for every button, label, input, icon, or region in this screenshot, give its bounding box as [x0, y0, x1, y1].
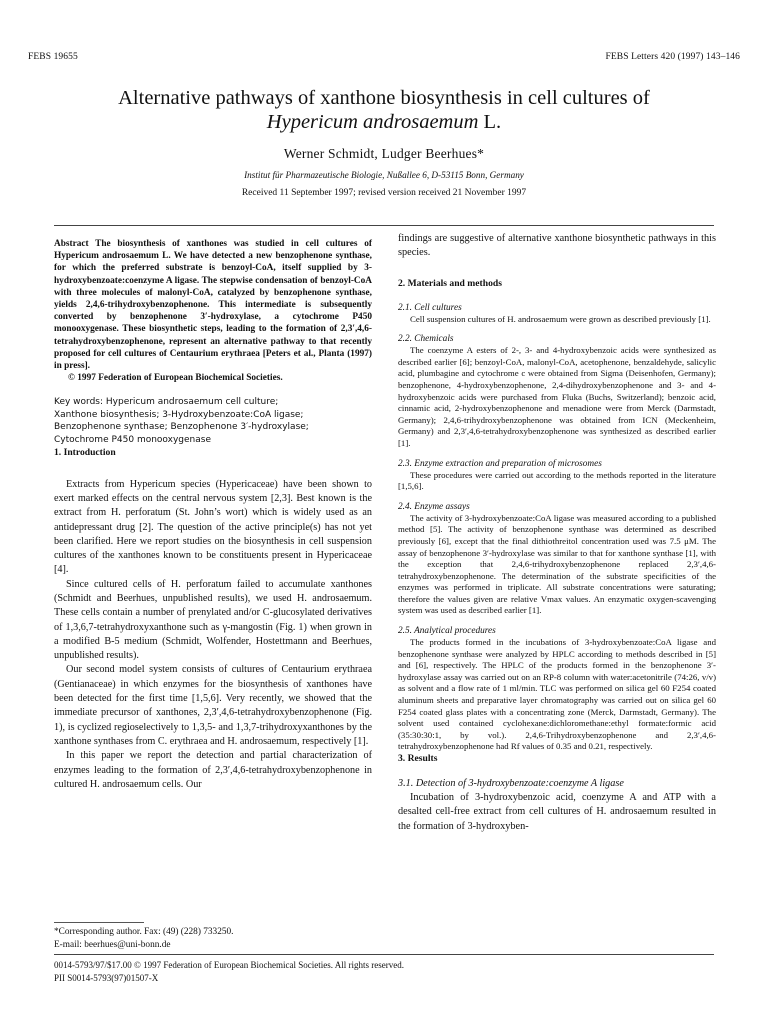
intro-paragraph-2: Since cultured cells of H. perforatum failed to accumulate xanthones (Schmidt and Beerhues, unpublished results), we used H. androsaemum. These cells contain a number of prenylated and/or C-glucosylated derivatives of 1,3,6,7-tetrahydroxyxanthone such as γ-mangostin (Fig. 1) when grown in a modified B-5 medium (Schmidt, Wolfender, Hostettmann and Beerhues, unpublished results).	[54, 578, 372, 662]
journal-citation: FEBS Letters 420 (1997) 143–146	[605, 52, 740, 62]
section-2-2-heading: 2.2. Chemicals	[398, 334, 454, 345]
keywords: Key words: Hypericum androsaemum cell culture; Xanthone biosynthesis; 3-Hydroxybenzoate:CoA ligase; Benzophenone synthase; Benzophenone 3′-hydroxylase; Cytochrome P450 monooxygenase	[54, 397, 309, 446]
intro-continuation: findings are suggestive of alternative xanthone biosynthetic pathways in this species.	[398, 233, 716, 259]
section-2-1-heading: 2.1. Cell cultures	[398, 302, 462, 313]
section-2-2-body: The coenzyme A esters of 2-, 3- and 4-hydroxybenzoic acids were synthesized as described earlier [6]; benzoyl-CoA, malonyl-CoA, acetophenone, benzaldehyde, salicylic acid, plumbagine and cytochrome c were obtained from Sigma (Deisenhofen, Germany); benzophenone, 4-hydroxybenzophenone, 2,4-dihydroxybenzophenone and 3- and 4-hydroxybenzoic acids were purchased from Fluka (Buchs, Switzerland); benzoic acid, cinnamic acid, 2-hydroxybenzophenone and menadione were from Merck (Darmstadt, Germany); 2,4,6-trihydroxybenzophenone was obtained from ICN (Meckenheim, Germany) and 2,3′,4,6-tetrahydroxybenzophenone was synthesized as described earlier [1].	[398, 345, 716, 448]
section-2-1-body: Cell suspension cultures of H. androsaemum were grown as described previously [1].	[410, 313, 711, 324]
section-2-4-heading: 2.4. Enzyme assays	[398, 501, 470, 512]
section-2-3-heading: 2.3. Enzyme extraction and preparation of microsomes	[398, 458, 602, 469]
results-heading: 3. Results	[398, 753, 438, 764]
journal-code: FEBS 19655	[28, 52, 78, 62]
right-column	[398, 232, 716, 834]
introduction-body	[54, 478, 372, 793]
section-3-1-body: Incubation of 3-hydroxybenzoic acid, coenzyme A and ATP with a desalted cell-free extract from cell cultures of H. androsaemum resulted in the formation of 3-hydroxyben-	[398, 792, 716, 832]
author-email[interactable]: E-mail: beerhues@uni-bonn.de	[54, 940, 171, 950]
footnote-divider	[54, 922, 144, 923]
section-2-5-body: The products formed in the incubations of 3-hydroxybenzoate:CoA ligase and benzophenone synthase were analyzed by HPLC according to methods described in [5] and [6], respectively. The HPLC of the products formed in the benzophenone 3′-hydroxylase assay was carried out on an RP-8 column with water:acetonitrile (74:26, v/v) as solvent and a flow rate of 1 ml/min. TLC was performed on silica gel 60 F254 coated aluminum sheets and preparative layer chromatography was carried out on silica gel 60 F254 coated glass plates with a concentrating zone (Merck, Darmstadt, Germany). The solvent used contained cyclohexane:dichloromethane:ethyl formate:formic acid (35:30:30:1, by vol.). 2,4,6-Trihydroxybenzophenone and 2,3′,4,6-tetrahydroxybenzophenone had Rf values of 0.35 and 0.21, respectively.	[398, 637, 716, 752]
left-column	[54, 232, 372, 950]
species-name: Hypericum androsaemum	[266, 111, 479, 133]
methods-heading: 2. Materials and methods	[398, 277, 502, 289]
section-2-3-body: These procedures were carried out according to the methods reported in the literature [1,5,6].	[398, 469, 716, 492]
footnote	[54, 926, 233, 952]
footer-divider	[54, 954, 714, 955]
abstract-copyright: © 1997 Federation of European Biochemical Societies.	[68, 373, 283, 384]
header-divider	[54, 225, 714, 226]
corresponding-author: *Corresponding author. Fax: (49) (228) 733250.	[54, 927, 234, 937]
paper-title: Alternative pathways of xanthone biosynthesis in cell cultures of Hypericum androsaemum L.	[118, 87, 650, 133]
intro-paragraph-1: Extracts from Hypericum species (Hypericaceae) have been shown to exert marked effects on the central nervous system [2,3]. Best known is the extract from H. perforatum (St. John’s wort) which is widely used as an antidepressant drug [2]. The question of the active principle(s) has not yet been clarified. Here we report studies on the biosynthesis in cell suspension cultures of the xanthones known to be constituents present in Hypericaceae [4].	[54, 478, 372, 576]
title-block	[40, 86, 728, 198]
running-head	[28, 52, 740, 62]
received-dates: Received 11 September 1997; revised version received 21 November 1997	[241, 188, 527, 198]
section-2-5-heading: 2.5. Analytical procedures	[398, 626, 496, 637]
abstract: Abstract The biosynthesis of xanthones was studied in cell cultures of Hypericum androsaemum L. We have detected a new benzophenone synthase, for which the preferred substrate is benzoyl-CoA, itself supplied by 3-hydroxybenzoate:coenzyme A ligase. The stepwise condensation of benzoyl-CoA with three molecules of malonyl-CoA, catalyzed by benzophenone synthase, yields 2,4,6-trihydroxybenzophenone. This intermediate is subsequently converted by benzophenone 3′-hydroxylase, a cytochrome P450 monooxygenase. These biosynthetic steps, leading to the formation of 2,3′,4,6-tetrahydroxybenzophenone, represent an alternative pathway to that recently proposed for cell cultures of Centaurium erythraea [Peters et al., Planta (1997) in press].	[54, 239, 372, 372]
section-2-4-body: The activity of 3-hydroxybenzoate:CoA ligase was measured according to a published method [5]. The activity of benzophenone synthase was determined as described previously [6], except that the final dithiothreitol concentration used was 7.5 μM. The assay of benzophenone 3′-hydroxylase was similar to that for xanthone synthase [1], with the exception that 2,4,6-trihydroxybenzophenone replaced 2,3′,4,6-tetrahydroxybenzophenone. The determination of the substrate specificities of the enzymes was performed in triplicate. All substrate concentrations were saturating; therefore the values given are relative Vmax values. An enzymatic oxygen-scavenging system was used as described earlier [1].	[398, 512, 716, 616]
intro-paragraph-4: In this paper we report the detection and partial characterization of enzymes leading to the formation of 2,3′,4,6-tetrahydroxybenzophenone in cultured H. androsaemum cells. Our	[54, 750, 372, 790]
authors: Werner Schmidt, Ludger Beerhues*	[283, 146, 485, 161]
introduction-heading: 1. Introduction	[54, 446, 116, 458]
pii-line: PII S0014-5793(97)01507-X	[54, 973, 159, 983]
intro-paragraph-3: Our second model system consists of cultures of Centaurium erythraea (Gentianaceae) in which enzymes for the biosynthesis of xanthones have been detected for the first time [1,5,6]. Very recently, we showed that the immediate precursor of xanthones, 2,3′,4,6-tetrahydroxybenzophenone (Fig. 1), is cyclized regioselectively to 1,3,5- and 1,3,7-trihydroxyxanthones by the xanthone synthases from C. erythraea and H. androsaemum, respectively [1].	[54, 664, 372, 747]
affiliation: Institut für Pharmazeutische Biologie, Nußallee 6, D-53115 Bonn, Germany	[244, 170, 524, 180]
section-3-1-heading: 3.1. Detection of 3-hydroxybenzoate:coenzyme A ligase	[398, 778, 624, 789]
copyright-line: 0014-5793/97/$17.00 © 1997 Federation of European Biochemical Societies. All rights reserved.	[54, 960, 405, 970]
